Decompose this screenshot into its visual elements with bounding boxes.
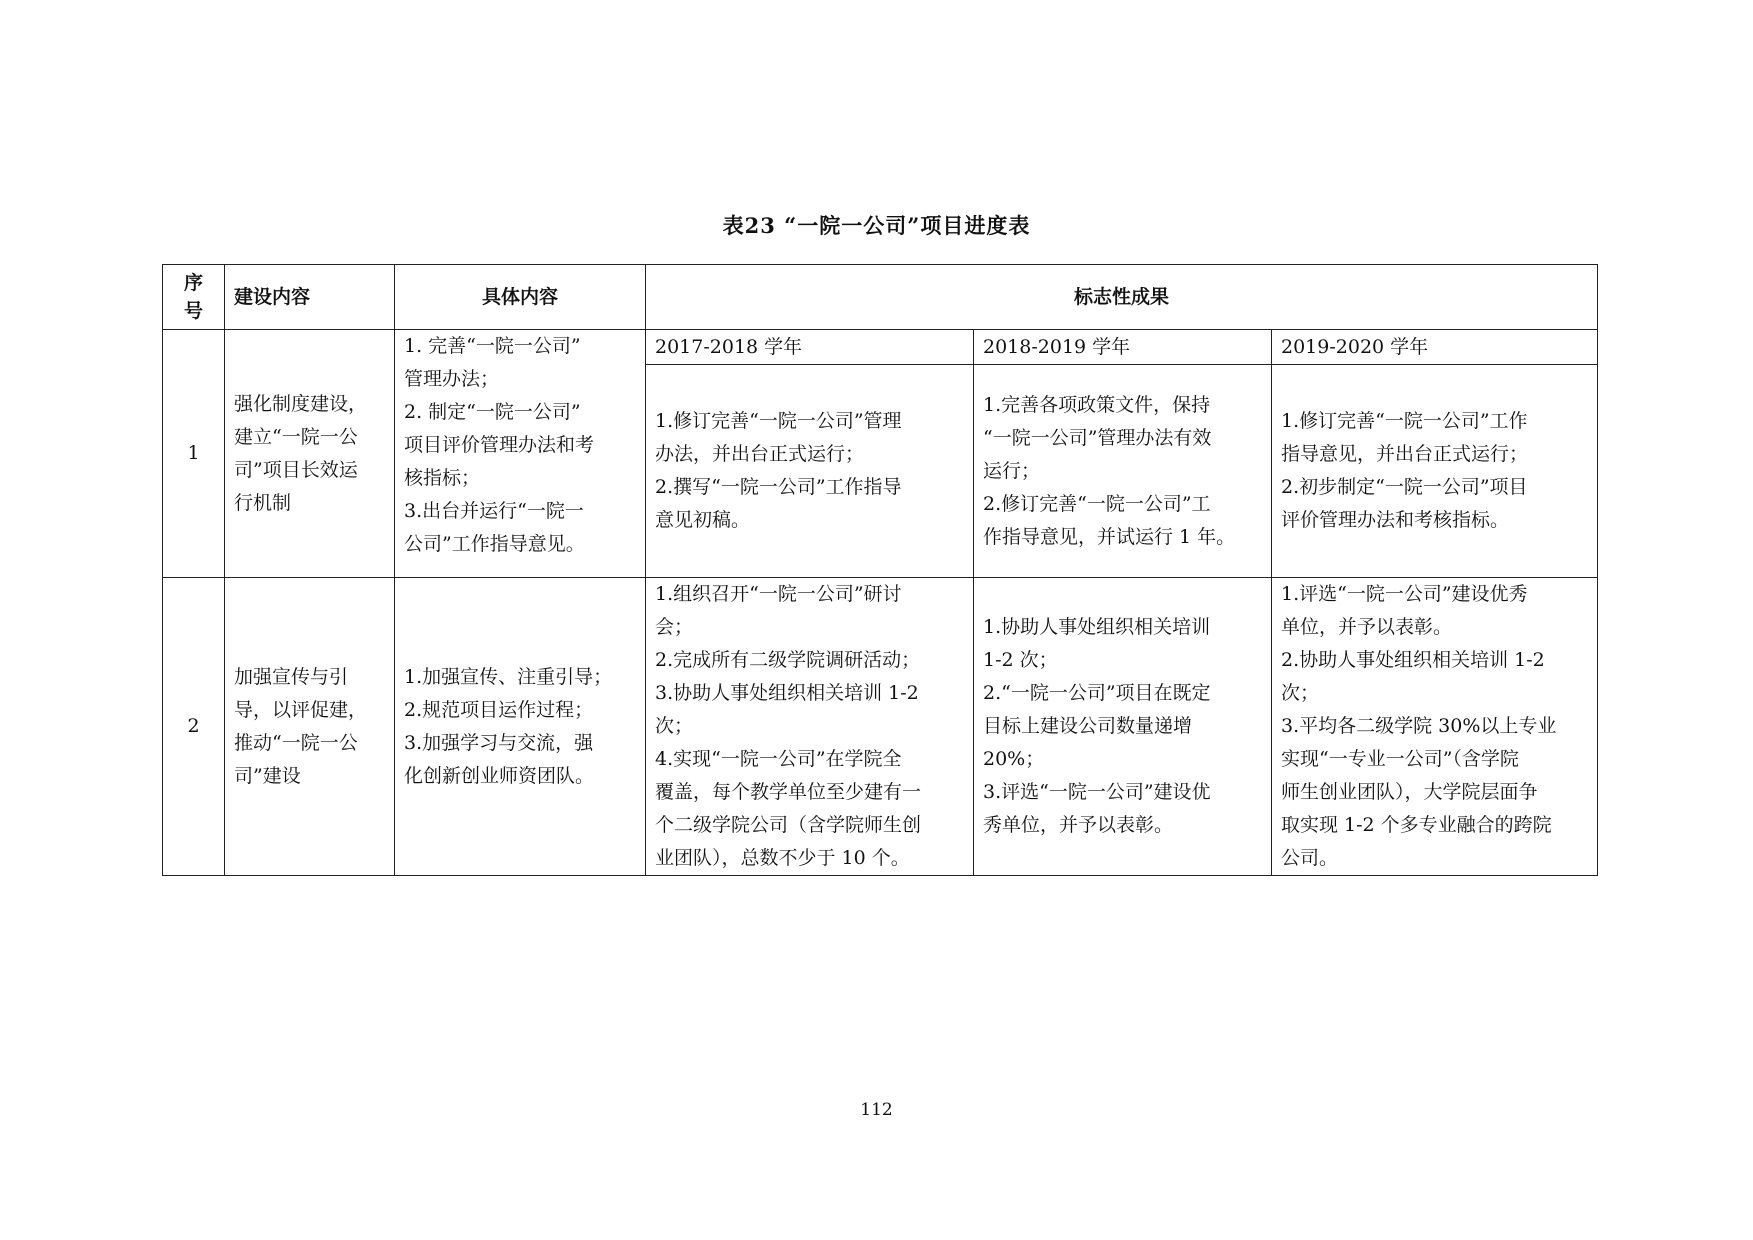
cell-line: 司”项目长效运 (234, 458, 358, 481)
row-2-2019 (1272, 578, 1598, 876)
row-1-2017 (646, 365, 974, 578)
cell-line: 加强宣传与引 (234, 665, 349, 688)
cell-line: 核指标； (404, 467, 481, 489)
cell-line: 单位，并予以表彰。 (1281, 616, 1453, 638)
progress-table (162, 264, 1598, 876)
year-2019-2020: 2019-2020 学年 (1272, 330, 1598, 365)
cell-line: 1-2 次； (983, 649, 1058, 671)
cell-line: 2.修订完善“一院一公司”工 (983, 492, 1211, 515)
cell-line: 取实现 1-2 个多专业融合的跨院 (1281, 814, 1552, 836)
cell-line: 2.撰写“一院一公司”工作指导 (655, 476, 902, 498)
cell-line: 公司”工作指导意见。 (404, 533, 585, 555)
cell-line: “一院一公司”管理办法有效 (983, 426, 1212, 449)
cell-line: 管理办法； (404, 368, 500, 390)
cell-line: 作指导意见，并试运行 1 年。 (983, 525, 1236, 548)
row-2-construction (225, 578, 395, 876)
cell-line: 化创新创业师资团队。 (404, 764, 595, 787)
table-row (163, 578, 1598, 876)
cell-line: 1. 完善“一院一公司” (404, 335, 581, 357)
header-results: 标志性成果 (646, 265, 1598, 330)
header-construction: 建设内容 (225, 265, 395, 330)
cell-line: 意见初稿。 (655, 509, 751, 531)
cell-line: 实现“一专业一公司”（含学院 (1281, 748, 1519, 770)
cell-line: 1.完善各项政策文件，保持 (983, 393, 1211, 416)
cell-line: 2. 制定“一院一公司” (404, 401, 581, 423)
cell-line: 1.组织召开“一院一公司”研讨 (655, 583, 902, 605)
cell-line: 次； (655, 715, 694, 737)
cell-line: 推动“一院一公 (234, 731, 358, 754)
cell-line: 师生创业团队），大学院层面争 (1281, 781, 1538, 803)
cell-line: 业团队），总数不少于 10 个。 (655, 847, 910, 869)
table-title: 表23 “一院一公司”项目进度表 (722, 213, 1031, 238)
cell-line: 1.加强宣传、注重引导； (404, 665, 613, 688)
cell-line: 导，以评促建， (234, 698, 368, 721)
cell-line: 2.“一院一公司”项目在既定 (983, 682, 1211, 704)
row-2-specific (395, 578, 646, 876)
cell-line: 1.修订完善“一院一公司”管理 (655, 410, 902, 432)
header-row (163, 265, 1598, 330)
cell-line: 3.平均各二级学院 30%以上专业 (1281, 715, 1557, 737)
cell-line: 强化制度建设， (234, 392, 368, 415)
cell-line: 秀单位，并予以表彰。 (983, 814, 1174, 836)
row-2-2017 (646, 578, 974, 876)
cell-line: 司”建设 (234, 764, 301, 787)
year-2017-2018: 2017-2018 学年 (646, 330, 974, 365)
cell-line: 3.出台并运行“一院一 (404, 500, 584, 522)
cell-line: 2.规范项目运作过程； (404, 698, 594, 721)
year-2018-2019: 2018-2019 学年 (974, 330, 1272, 365)
cell-line: 覆盖，每个教学单位至少建有一 (655, 781, 922, 803)
cell-line: 3.评选“一院一公司”建设优 (983, 781, 1211, 803)
cell-line: 行机制 (234, 491, 292, 514)
cell-line: 个二级学院公司（含学院师生创 (655, 814, 922, 836)
cell-line: 目标上建设公司数量递增 (983, 715, 1193, 737)
year-row (163, 330, 1598, 365)
header-specific: 具体内容 (395, 265, 646, 330)
cell-line: 公司。 (1281, 847, 1339, 869)
cell-line: 2.协助人事处组织相关培训 1-2 (1281, 649, 1545, 671)
row-1-construction (225, 330, 395, 578)
row-1-specific (395, 330, 646, 578)
row-1-2019 (1272, 365, 1598, 578)
cell-line: 建立“一院一公 (234, 425, 358, 448)
cell-line: 3.加强学习与交流，强 (404, 731, 594, 754)
cell-line: 2.完成所有二级学院调研活动； (655, 649, 921, 671)
cell-line: 1.评选“一院一公司”建设优秀 (1281, 583, 1528, 605)
header-seq (163, 265, 225, 330)
cell-line: 项目评价管理办法和考 (404, 434, 595, 456)
cell-line: 2.初步制定“一院一公司”项目 (1281, 476, 1528, 498)
cell-line: 4.实现“一院一公司”在学院全 (655, 748, 902, 770)
row-2-seq: 2 (163, 578, 225, 876)
cell-line: 会； (655, 616, 694, 638)
header-seq-char-2: 号 (183, 300, 203, 322)
row-1-2018 (974, 365, 1272, 578)
row-1-seq: 1 (163, 330, 225, 578)
header-seq-char-1: 序 (183, 272, 203, 294)
cell-line: 运行； (983, 459, 1041, 482)
cell-line: 评价管理办法和考核指标。 (1281, 509, 1510, 531)
cell-line: 办法，并出台正式运行； (655, 443, 865, 465)
cell-line: 次； (1281, 682, 1320, 704)
page-number: 112 (860, 1100, 893, 1120)
row-2-2018 (974, 578, 1272, 876)
cell-line: 1.协助人事处组织相关培训 (983, 616, 1211, 638)
cell-line: 3.协助人事处组织相关培训 1-2 (655, 682, 919, 704)
cell-line: 指导意见，并出台正式运行； (1281, 443, 1529, 465)
cell-line: 20%； (983, 748, 1045, 770)
cell-line: 1.修订完善“一院一公司”工作 (1281, 410, 1528, 432)
